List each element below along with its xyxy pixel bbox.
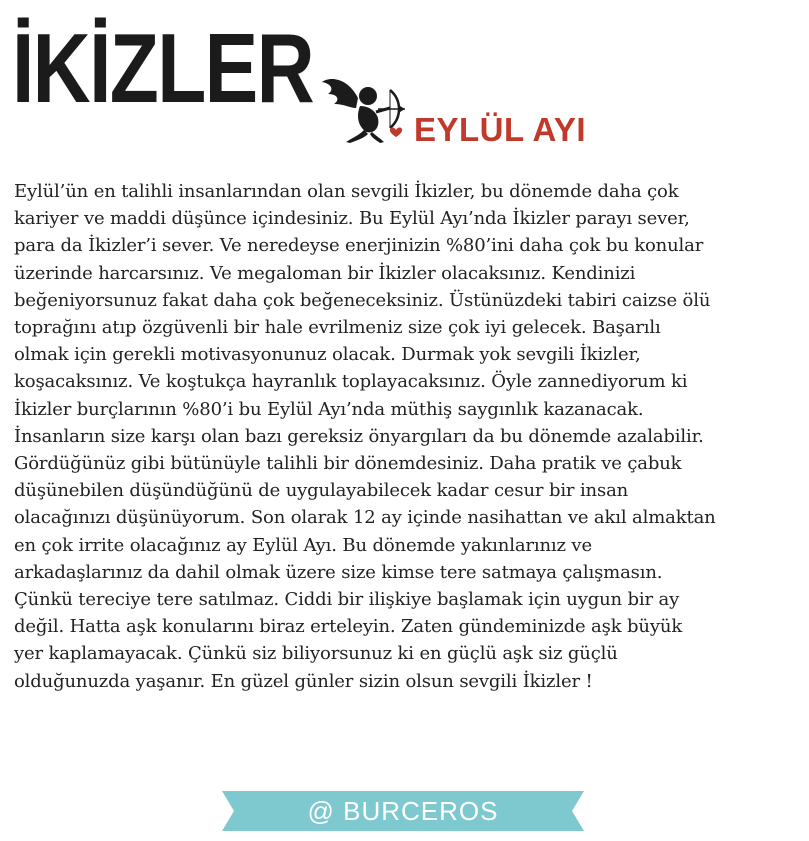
article-line: üzerinde harcarsınız. Ve megaloman bir İkizler olacaksınız. Kendinizi [14,262,636,284]
article-line: koşacaksınız. Ve koştukça hayranlık toplayacaksınız. Öyle zannediyorum ki [14,371,688,393]
page-subtitle: EYLÜL AYI [414,111,586,148]
cupid-icon [318,68,406,144]
article-line: en çok irrite olacağınız ay Eylül Ayı. Bu dönemde yakınlarınız ve [14,534,592,556]
article-line: kariyer ve maddi düşünce içindesiniz. Bu Eylül Ayı’nda İkizler parayı sever, [14,208,690,230]
article-line: İkizler burçlarının %80’i bu Eylül Ayı’nda müthiş saygınlık kazanacak. [14,398,644,420]
article-body [14,178,804,695]
article-line: Çünkü tereciye tere satılmaz. Ciddi bir ilişkiye başlamak için uygun bir ay [14,589,680,611]
article-line: düşünebilen düşündüğünü de uygulayabilecek kadar cesur bir insan [14,480,629,502]
article-line: Gördüğünüz gibi bütünüyle talihli bir dönemdesiniz. Daha pratik ve çabuk [14,453,682,475]
footer-handle: @ BURCEROS [307,796,499,826]
article-line: para da İkizler’i sever. Ve neredeyse enerjinizin %80’ini daha çok bu konular [14,235,704,257]
article-line: olacağınızı düşünüyorum. Son olarak 12 ay içinde nasihattan ve akıl almaktan [14,507,716,529]
article-line: toprağını atıp özgüvenli bir hale evrilmeniz size çok iyi gelecek. Başarılı [14,317,661,339]
article-line: değil. Hatta aşk konularını biraz erteleyin. Zaten gündeminizde aşk büyük [14,616,683,638]
article-line: yer kaplamayacak. Çünkü siz biliyorsunuz ki en güçlü aşk siz güçlü [14,643,618,665]
article-line: beğeniyorsunuz fakat daha çok beğeneceksiniz. Üstünüzdeki tabiri caizse ölü [14,289,711,311]
page-title: İKİZLER [12,13,314,123]
article-line: Eylül’ün en talihli insanlarından olan sevgili İkizler, bu dönemde daha çok [14,181,679,202]
article-line: olmak için gerekli motivasyonunuz olacak. Durmak yok sevgili İkizler, [14,344,641,366]
article-line: İnsanların size karşı olan bazı gereksiz önyargıları da bu dönemde azalabilir. [14,425,704,447]
article-line: arkadaşlarınız da dahil olmak üzere size kimse tere satmaya çalışmasın. [14,561,663,583]
article-line: olduğunuzda yaşanır. En güzel günler sizin olsun sevgili İkizler ! [14,670,593,692]
